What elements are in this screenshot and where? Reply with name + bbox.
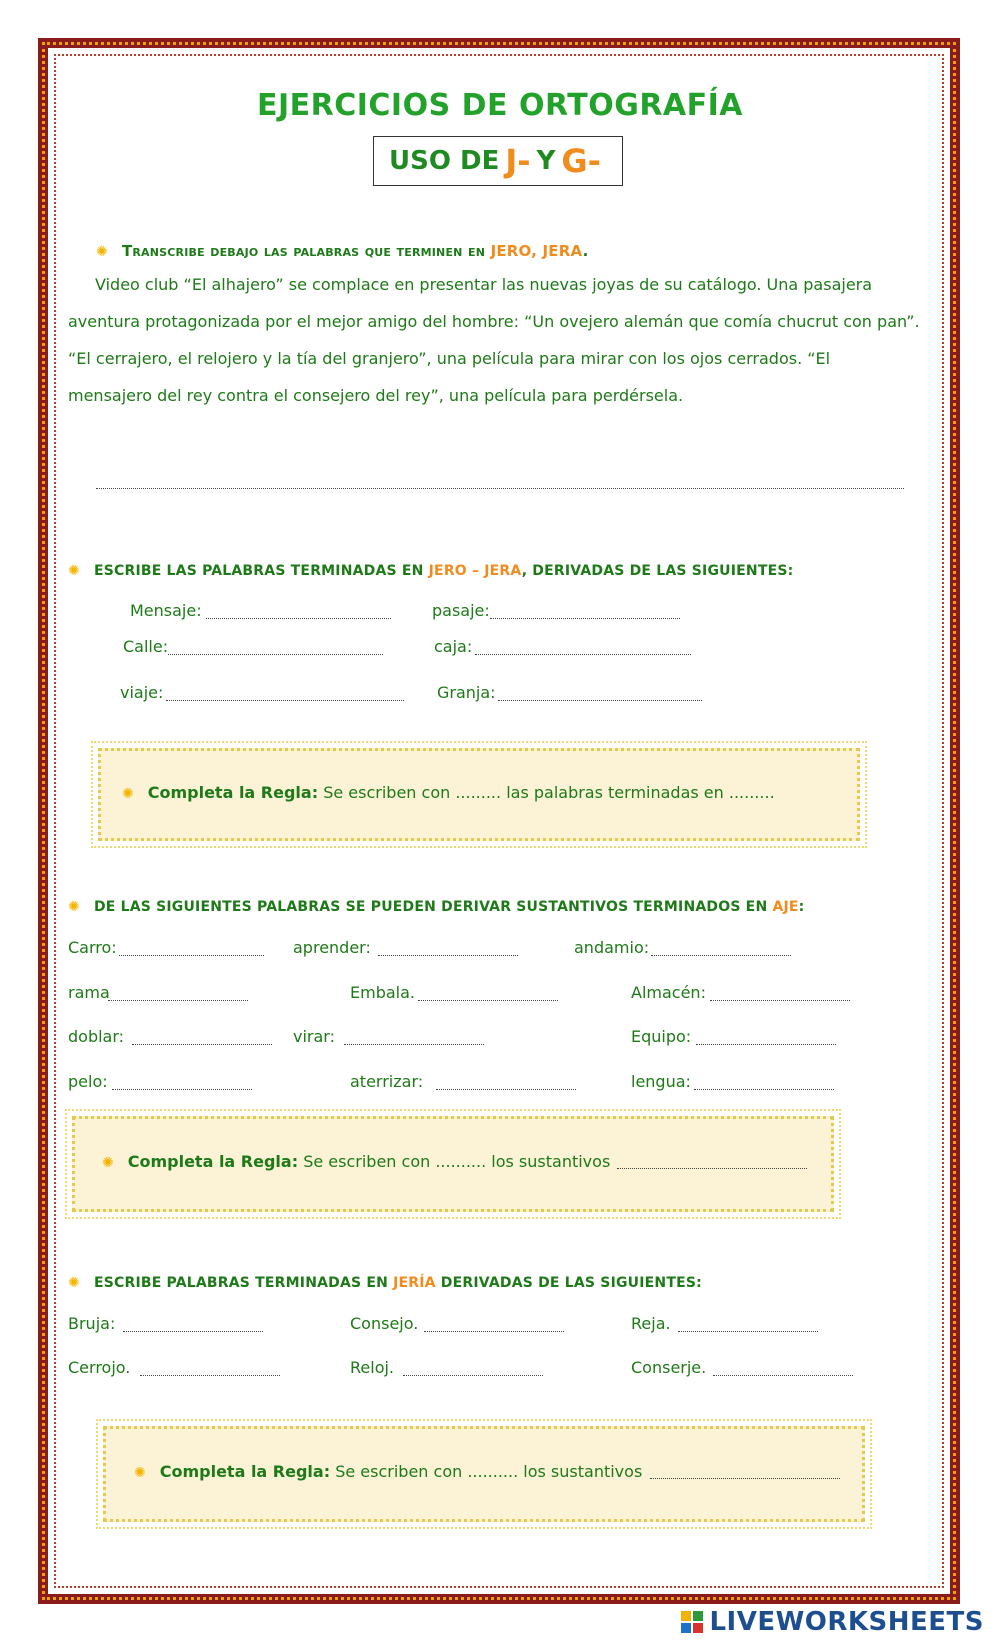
section4-heading	[68, 1275, 702, 1291]
answer-line[interactable]	[403, 1375, 543, 1376]
item-label: viaje:	[120, 683, 164, 702]
section2-heading-end: , DERIVADAS DE LAS SIGUIENTES:	[521, 563, 794, 579]
item-label: Carro:	[68, 938, 117, 957]
answer-line[interactable]	[123, 1331, 263, 1332]
answer-line[interactable]	[694, 1089, 834, 1090]
subtitle-prefix: USO DE	[389, 146, 500, 176]
item-label: Mensaje:	[130, 601, 202, 620]
paragraph-line: Video club “El alhajero” se complace en presentar las nuevas joyas de su catálogo. Una pasajera	[95, 275, 873, 294]
sun-bullet-icon: ✺	[102, 1155, 114, 1171]
section3-heading-end: :	[798, 899, 805, 915]
item-label: Conserje.	[631, 1358, 707, 1377]
section1-heading-orange: JERO, JERA	[490, 242, 583, 260]
answer-line[interactable]	[418, 1000, 558, 1001]
item-label: Equipo:	[631, 1027, 692, 1046]
section4-heading-text: ESCRIBE PALABRAS TERMINADAS EN	[93, 1275, 389, 1291]
sun-bullet-icon: ✺	[68, 563, 80, 579]
item-label: andamio:	[574, 938, 650, 957]
item-label: pelo:	[68, 1072, 108, 1091]
item-label: Bruja:	[68, 1314, 116, 1333]
answer-line[interactable]	[424, 1331, 564, 1332]
answer-line[interactable]	[436, 1089, 576, 1090]
subtitle-y: Y	[536, 146, 556, 176]
item-label: aprender:	[293, 938, 371, 957]
rule-text	[102, 1152, 610, 1171]
section1-paragraph	[68, 266, 930, 414]
brand-text: LIVEWORKSHEETS	[709, 1607, 984, 1637]
section2-heading-orange: JERO – JERA	[428, 563, 522, 579]
answer-line[interactable]	[96, 488, 904, 489]
section1-heading-text: Transcribe debajo las palabras que terminen en	[121, 242, 486, 260]
section1-heading	[96, 242, 588, 260]
rule-label: Completa la Regla:	[159, 1462, 331, 1481]
subtitle-box	[373, 136, 623, 186]
item-label: rama	[68, 983, 110, 1002]
item-label: Cerrojo.	[68, 1358, 131, 1377]
answer-line[interactable]	[713, 1375, 853, 1376]
rule-sentence: Se escriben con .......... los sustantivos	[335, 1462, 643, 1481]
rule-label: Completa la Regla:	[127, 1152, 299, 1171]
answer-line[interactable]	[119, 955, 264, 956]
section4-heading-end: DERIVADAS DE LAS SIGUIENTES:	[435, 1275, 702, 1291]
item-label: Granja:	[437, 683, 496, 702]
section2-heading	[68, 563, 793, 579]
rule-sentence: Se escriben con .......... los sustantivos	[303, 1152, 611, 1171]
sun-bullet-icon: ✺	[122, 786, 134, 802]
rule-sentence: Se escriben con ......... las palabras terminadas en .........	[323, 783, 775, 802]
item-label: caja:	[434, 637, 473, 656]
answer-line[interactable]	[475, 654, 691, 655]
item-label: Almacén:	[631, 983, 706, 1002]
section2-heading-text: ESCRIBE LAS PALABRAS TERMINADAS EN	[93, 563, 424, 579]
paragraph-line: mensajero del rey contra el consejero del rey”, una película para perdérsela.	[68, 386, 684, 405]
answer-line[interactable]	[696, 1044, 836, 1045]
section3-heading	[68, 899, 804, 915]
item-label: aterrizar:	[350, 1072, 424, 1091]
answer-line[interactable]	[132, 1044, 272, 1045]
answer-line[interactable]	[498, 700, 702, 701]
item-label: Calle:	[123, 637, 169, 656]
sun-bullet-icon: ✺	[68, 899, 80, 915]
answer-line[interactable]	[344, 1044, 484, 1045]
sun-bullet-icon: ✺	[134, 1465, 146, 1481]
section3-heading-orange: AJE	[772, 899, 799, 915]
answer-line[interactable]	[651, 955, 791, 956]
answer-line[interactable]	[108, 1000, 248, 1001]
answer-line[interactable]	[168, 654, 383, 655]
answer-line[interactable]	[112, 1089, 252, 1090]
item-label: doblar:	[68, 1027, 125, 1046]
item-label: pasaje:	[432, 601, 490, 620]
liveworksheets-logo	[681, 1607, 984, 1637]
sun-bullet-icon: ✺	[96, 244, 108, 260]
answer-line[interactable]	[166, 700, 404, 701]
section4-heading-orange: JERÍA	[393, 1275, 436, 1291]
answer-line[interactable]	[490, 618, 680, 619]
rule-text	[122, 783, 775, 802]
page-title: EJERCICIOS DE ORTOGRAFÍA	[256, 88, 744, 123]
answer-line[interactable]	[650, 1478, 840, 1479]
item-label: Embala.	[350, 983, 415, 1002]
subtitle-g: G-	[561, 142, 601, 180]
item-label: lengua:	[631, 1072, 691, 1091]
answer-line[interactable]	[206, 618, 391, 619]
subtitle-j: J-	[505, 142, 531, 180]
section3-heading-text: DE LAS SIGUIENTES PALABRAS SE PUEDEN DERIVAR SUSTANTIVOS TERMINADOS EN	[93, 899, 768, 915]
answer-line[interactable]	[678, 1331, 818, 1332]
answer-line[interactable]	[140, 1375, 280, 1376]
section1-heading-end: .	[582, 242, 589, 260]
item-label: Reloj.	[350, 1358, 395, 1377]
paragraph-line: aventura protagonizada por el mejor amigo del hombre: “Un ovejero alemán que comía chucrut con pan”.	[68, 312, 920, 331]
item-label: virar:	[293, 1027, 335, 1046]
answer-line[interactable]	[378, 955, 518, 956]
item-label: Reja.	[631, 1314, 671, 1333]
answer-line[interactable]	[617, 1168, 807, 1169]
rule-text	[134, 1462, 642, 1481]
liveworksheets-mark-icon	[681, 1611, 703, 1633]
rule-label: Completa la Regla:	[147, 783, 319, 802]
answer-line[interactable]	[710, 1000, 850, 1001]
paragraph-line: “El cerrajero, el relojero y la tía del granjero”, una película para mirar con los ojos cerrados. “El	[68, 349, 831, 368]
item-label: Consejo.	[350, 1314, 419, 1333]
sun-bullet-icon: ✺	[68, 1275, 80, 1291]
